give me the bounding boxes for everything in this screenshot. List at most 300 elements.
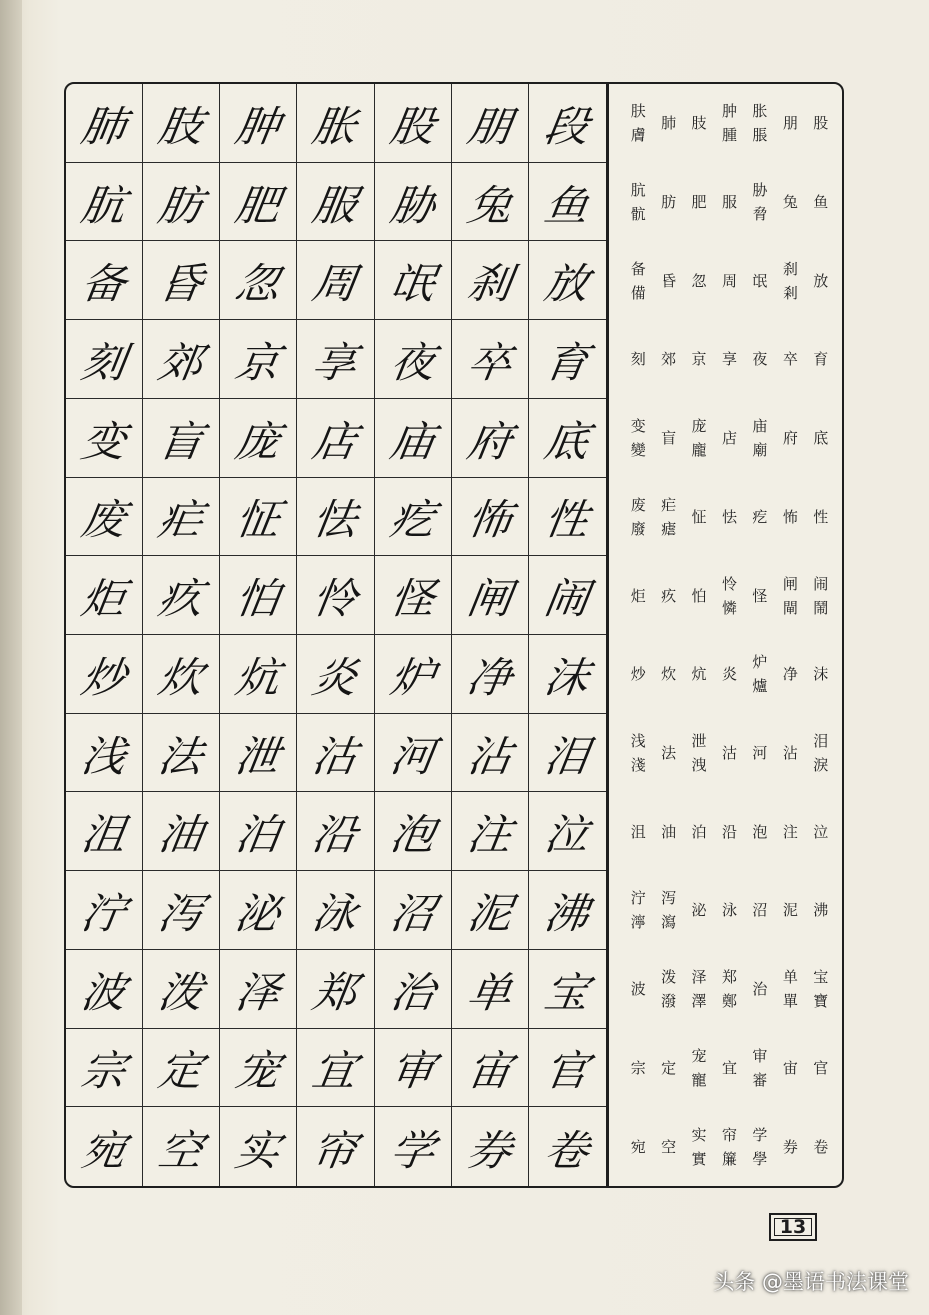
reference-cell <box>745 898 775 922</box>
cursive-cell <box>143 635 220 714</box>
reference-cell <box>653 1135 683 1159</box>
simplified-character: 卷 <box>813 1137 829 1156</box>
reference-cell <box>653 493 683 541</box>
simplified-character: 河 <box>752 744 768 763</box>
reference-cell <box>684 965 714 1013</box>
cursive-glyph: 肮 <box>78 181 129 231</box>
simplified-character: 忽 <box>691 271 707 290</box>
cursive-cell <box>66 1029 143 1108</box>
cursive-glyph: 宙 <box>463 1047 515 1096</box>
reference-cell <box>623 886 653 934</box>
cursive-glyph: 炒 <box>78 653 129 703</box>
cursive-cell <box>529 556 606 635</box>
cursive-glyph: 沮 <box>78 811 129 860</box>
simplified-character: 怪 <box>752 586 768 605</box>
simplified-character: 空 <box>661 1137 677 1156</box>
cursive-cell <box>452 714 529 793</box>
reference-cell <box>775 741 805 765</box>
reference-cell <box>775 111 805 135</box>
simplified-character: 油 <box>661 822 677 841</box>
cursive-cell <box>143 163 220 242</box>
cursive-cell <box>297 84 374 163</box>
reference-cell <box>714 426 744 450</box>
cursive-cell <box>529 478 606 557</box>
cursive-glyph: 法 <box>155 732 207 782</box>
cursive-cell <box>143 1107 220 1186</box>
reference-cell <box>653 111 683 135</box>
cursive-glyph: 郊 <box>155 339 207 388</box>
simplified-character: 肥 <box>691 193 707 212</box>
reference-cell <box>714 1056 744 1080</box>
reference-cell <box>714 347 744 371</box>
simplified-character: 泪 <box>813 732 829 751</box>
reference-cell <box>745 414 775 462</box>
cursive-cell <box>375 950 452 1029</box>
reference-cell <box>623 977 653 1001</box>
cursive-glyph: 沸 <box>541 890 593 939</box>
reference-cell <box>714 965 744 1013</box>
reference-cell <box>775 426 805 450</box>
simplified-character: 沽 <box>721 744 737 763</box>
reference-cell <box>714 1123 744 1171</box>
simplified-character: 享 <box>721 350 737 369</box>
cursive-cell <box>452 635 529 714</box>
reference-cell <box>684 662 714 686</box>
simplified-character: 沼 <box>752 901 768 920</box>
reference-cell <box>745 820 775 844</box>
traditional-character: 龐 <box>691 441 707 460</box>
cursive-cell <box>143 320 220 399</box>
traditional-character: 憐 <box>721 598 737 617</box>
simplified-character: 炕 <box>691 665 707 684</box>
simplified-character: 服 <box>721 193 737 212</box>
simplified-character: 疙 <box>752 507 768 526</box>
cursive-glyph: 审 <box>386 1047 438 1096</box>
simplified-character: 波 <box>630 980 646 999</box>
reference-cell <box>806 572 836 620</box>
traditional-character: 腫 <box>721 126 737 145</box>
reference-cell <box>684 584 714 608</box>
cursive-glyph: 备 <box>78 260 129 309</box>
simplified-character: 宠 <box>691 1046 707 1065</box>
simplified-character: 庞 <box>691 417 707 436</box>
cursive-cell <box>452 399 529 478</box>
simplified-character: 炬 <box>630 586 646 605</box>
cursive-glyph: 空 <box>155 1126 207 1176</box>
cursive-cell <box>375 320 452 399</box>
simplified-character: 郑 <box>721 968 737 987</box>
simplified-character: 注 <box>782 822 798 841</box>
cursive-cell <box>297 163 374 242</box>
cursive-glyph: 泪 <box>541 732 593 782</box>
cursive-cell <box>375 1107 452 1186</box>
reference-cell <box>623 257 653 305</box>
cursive-cell <box>529 635 606 714</box>
cursive-cell <box>529 84 606 163</box>
book-spine-shadow <box>0 0 22 1315</box>
cursive-cell <box>529 871 606 950</box>
page-number-text: 13 <box>779 1216 807 1238</box>
simplified-character: 审 <box>752 1046 768 1065</box>
reference-row <box>609 163 842 242</box>
reference-cell <box>775 898 805 922</box>
cursive-cell <box>529 1029 606 1108</box>
reference-cell <box>684 729 714 777</box>
cursive-glyph: 怜 <box>309 575 361 624</box>
cursive-cell <box>452 950 529 1029</box>
cursive-glyph: 泽 <box>232 968 284 1018</box>
cursive-cell <box>66 163 143 242</box>
page-number <box>769 1213 817 1241</box>
cursive-glyph: 沫 <box>541 653 593 703</box>
cursive-glyph: 河 <box>386 732 438 782</box>
traditional-character: 淚 <box>813 756 829 775</box>
simplified-character: 胁 <box>752 181 768 200</box>
reference-cell <box>745 347 775 371</box>
traditional-character: 簾 <box>721 1149 737 1168</box>
practice-sheet-frame <box>64 82 844 1188</box>
cursive-cell <box>375 163 452 242</box>
cursive-glyph: 单 <box>463 968 515 1018</box>
simplified-character: 盲 <box>661 429 677 448</box>
cursive-cell <box>375 792 452 871</box>
simplified-character: 沸 <box>813 901 829 920</box>
simplified-character: 法 <box>661 744 677 763</box>
cursive-cell <box>375 478 452 557</box>
watermark: 头条 @墨语书法课堂 <box>713 1270 909 1294</box>
cursive-glyph: 定 <box>155 1047 207 1096</box>
simplified-character: 朋 <box>782 114 798 133</box>
reference-cell <box>775 257 805 305</box>
reference-cell <box>775 190 805 214</box>
reference-row <box>609 320 842 399</box>
cursive-cell <box>375 556 452 635</box>
cursive-cell <box>66 320 143 399</box>
simplified-character: 定 <box>661 1058 677 1077</box>
reference-cell <box>623 820 653 844</box>
reference-cell <box>806 426 836 450</box>
simplified-character: 浅 <box>630 732 646 751</box>
cursive-glyph: 官 <box>541 1047 593 1096</box>
cursive-glyph: 宗 <box>78 1047 129 1096</box>
simplified-character: 夜 <box>752 350 768 369</box>
cursive-cell <box>375 241 452 320</box>
reference-row <box>609 635 842 714</box>
cursive-glyph: 刹 <box>463 260 515 309</box>
cursive-glyph: 怯 <box>309 496 361 545</box>
reference-cell <box>653 1056 683 1080</box>
cursive-glyph: 净 <box>463 653 515 703</box>
reference-cell <box>623 584 653 608</box>
simplified-character: 肿 <box>721 102 737 121</box>
cursive-cell <box>375 399 452 478</box>
cursive-glyph: 宠 <box>232 1047 284 1096</box>
cursive-glyph: 波 <box>78 968 129 1018</box>
cursive-glyph: 沿 <box>309 811 361 860</box>
cursive-cell <box>529 320 606 399</box>
reference-row <box>609 792 842 871</box>
reference-cell <box>745 977 775 1001</box>
simplified-character: 宗 <box>630 1058 646 1077</box>
reference-cell <box>775 1056 805 1080</box>
cursive-cell <box>66 478 143 557</box>
cursive-glyph: 店 <box>309 417 361 467</box>
simplified-character: 店 <box>721 429 737 448</box>
cursive-cell <box>66 84 143 163</box>
cursive-glyph: 怖 <box>463 496 515 545</box>
reference-cell <box>623 347 653 371</box>
simplified-character: 泼 <box>661 968 677 987</box>
cursive-cell <box>220 399 297 478</box>
cursive-glyph: 油 <box>155 811 207 860</box>
cursive-cell <box>66 871 143 950</box>
simplified-character: 闹 <box>813 574 829 593</box>
cursive-cell <box>143 1029 220 1108</box>
simplified-character: 怯 <box>721 507 737 526</box>
cursive-glyph: 帘 <box>309 1126 361 1176</box>
cursive-glyph: 注 <box>463 811 515 860</box>
reference-cell <box>745 99 775 147</box>
cursive-cell <box>66 1107 143 1186</box>
cursive-glyph: 怕 <box>232 575 284 624</box>
cursive-cell <box>220 792 297 871</box>
cursive-glyph: 浅 <box>78 732 129 782</box>
traditional-character: 爐 <box>752 677 768 696</box>
simplified-character: 沿 <box>721 822 737 841</box>
cursive-cell <box>220 241 297 320</box>
cursive-glyph: 鱼 <box>541 181 593 231</box>
cursive-cell <box>529 163 606 242</box>
reference-cell <box>653 426 683 450</box>
cursive-glyph: 炎 <box>309 653 361 703</box>
simplified-character: 疚 <box>661 586 677 605</box>
cursive-cell <box>143 871 220 950</box>
reference-cell <box>653 965 683 1013</box>
cursive-cell <box>375 714 452 793</box>
reference-cell <box>775 505 805 529</box>
cursive-glyph: 怪 <box>386 575 438 624</box>
cursive-cell <box>143 556 220 635</box>
cursive-glyph: 泊 <box>232 811 284 860</box>
simplified-character: 泡 <box>752 822 768 841</box>
reference-row <box>609 241 842 320</box>
simplified-character: 刻 <box>630 350 646 369</box>
cursive-cell <box>143 84 220 163</box>
cursive-cell <box>529 399 606 478</box>
cursive-glyph: 忽 <box>232 260 284 309</box>
reference-cell <box>653 820 683 844</box>
cursive-glyph: 沾 <box>463 732 515 782</box>
cursive-character-grid <box>66 84 609 1186</box>
traditional-character: 濘 <box>630 913 646 932</box>
reference-cell <box>745 269 775 293</box>
cursive-glyph: 夜 <box>386 339 438 388</box>
reference-cell <box>623 99 653 147</box>
cursive-glyph: 段 <box>541 102 593 152</box>
cursive-glyph: 朋 <box>463 102 515 152</box>
reference-cell <box>714 572 744 620</box>
cursive-glyph: 刻 <box>78 339 129 388</box>
cursive-cell <box>143 792 220 871</box>
reference-cell <box>806 269 836 293</box>
cursive-cell <box>220 950 297 1029</box>
reference-cell <box>684 898 714 922</box>
cursive-cell <box>220 478 297 557</box>
traditional-character: 寶 <box>813 992 829 1011</box>
cursive-cell <box>143 399 220 478</box>
cursive-glyph: 肺 <box>78 102 129 152</box>
traditional-character: 學 <box>752 1149 768 1168</box>
reference-cell <box>714 505 744 529</box>
simplified-character: 肢 <box>691 114 707 133</box>
simplified-character: 沮 <box>630 822 646 841</box>
reference-cell <box>684 820 714 844</box>
simplified-character: 学 <box>752 1125 768 1144</box>
traditional-character: 洩 <box>691 756 707 775</box>
reference-cell <box>623 1135 653 1159</box>
reference-cell <box>806 965 836 1013</box>
reference-cell <box>745 178 775 226</box>
cursive-glyph: 变 <box>78 417 129 467</box>
cursive-cell <box>297 1029 374 1108</box>
reference-row <box>609 84 842 163</box>
cursive-cell <box>220 320 297 399</box>
cursive-cell <box>66 950 143 1029</box>
cursive-glyph: 肿 <box>232 102 284 152</box>
simplified-character: 刹 <box>782 259 798 278</box>
simplified-character: 肮 <box>630 181 646 200</box>
cursive-glyph: 胁 <box>386 181 438 231</box>
reference-cell <box>684 1123 714 1171</box>
simplified-character: 兔 <box>782 193 798 212</box>
reference-cell <box>806 111 836 135</box>
simplified-character: 炊 <box>661 665 677 684</box>
reference-cell <box>806 820 836 844</box>
cursive-glyph: 闸 <box>463 575 515 624</box>
reference-cell <box>775 1135 805 1159</box>
cursive-glyph: 泳 <box>309 890 361 939</box>
cursive-glyph: 疟 <box>155 496 207 545</box>
simplified-character: 怖 <box>782 507 798 526</box>
simplified-character: 炒 <box>630 665 646 684</box>
simplified-character: 京 <box>691 350 707 369</box>
cursive-cell <box>297 556 374 635</box>
cursive-glyph: 郑 <box>309 968 361 1018</box>
simplified-character: 郊 <box>661 350 677 369</box>
simplified-character: 泞 <box>630 889 646 908</box>
simplified-character: 变 <box>630 417 646 436</box>
cursive-glyph: 育 <box>541 339 593 388</box>
cursive-glyph: 底 <box>541 417 593 467</box>
reference-cell <box>775 572 805 620</box>
traditional-character: 潑 <box>661 992 677 1011</box>
traditional-character: 審 <box>752 1070 768 1089</box>
simplified-character: 育 <box>813 350 829 369</box>
reference-cell <box>623 1056 653 1080</box>
cursive-glyph: 股 <box>386 102 438 152</box>
reference-cell <box>714 99 744 147</box>
cursive-glyph: 泌 <box>232 890 284 939</box>
simplified-character: 底 <box>813 429 829 448</box>
cursive-cell <box>452 1107 529 1186</box>
simplified-character: 泽 <box>691 968 707 987</box>
simplified-character: 券 <box>782 1137 798 1156</box>
simplified-character: 疟 <box>661 495 677 514</box>
traditional-character: 變 <box>630 441 646 460</box>
cursive-cell <box>220 556 297 635</box>
cursive-cell <box>529 714 606 793</box>
simplified-character: 股 <box>813 114 829 133</box>
cursive-glyph: 享 <box>309 339 361 388</box>
cursive-glyph: 沽 <box>309 732 361 782</box>
cursive-cell <box>452 320 529 399</box>
cursive-glyph: 怔 <box>232 496 284 545</box>
reference-row <box>609 399 842 478</box>
cursive-cell <box>452 792 529 871</box>
cursive-cell <box>220 163 297 242</box>
traditional-character: 備 <box>630 283 646 302</box>
cursive-cell <box>297 478 374 557</box>
cursive-cell <box>297 320 374 399</box>
simplified-character: 宙 <box>782 1058 798 1077</box>
cursive-cell <box>143 241 220 320</box>
cursive-glyph: 实 <box>232 1126 284 1176</box>
cursive-cell <box>529 950 606 1029</box>
simplified-character: 鱼 <box>813 193 829 212</box>
reference-cell <box>684 1044 714 1092</box>
cursive-cell <box>529 792 606 871</box>
cursive-cell <box>143 714 220 793</box>
cursive-cell <box>66 399 143 478</box>
reference-cell <box>745 505 775 529</box>
cursive-glyph: 宛 <box>78 1126 129 1176</box>
cursive-cell <box>375 1029 452 1108</box>
cursive-cell <box>220 871 297 950</box>
traditional-character: 廢 <box>630 519 646 538</box>
traditional-character: 瀉 <box>661 913 677 932</box>
simplified-character: 净 <box>782 665 798 684</box>
simplified-character: 沫 <box>813 665 829 684</box>
simplified-character: 周 <box>721 271 737 290</box>
cursive-cell <box>452 84 529 163</box>
simplified-character: 卒 <box>782 350 798 369</box>
cursive-cell <box>452 871 529 950</box>
cursive-cell <box>529 1107 606 1186</box>
simplified-character: 怕 <box>691 586 707 605</box>
simplified-character: 昏 <box>661 271 677 290</box>
simplified-character: 泣 <box>813 822 829 841</box>
reference-cell <box>806 898 836 922</box>
reference-cell <box>684 269 714 293</box>
cursive-glyph: 卒 <box>463 339 515 388</box>
simplified-character: 性 <box>813 507 829 526</box>
simplified-character: 怜 <box>721 574 737 593</box>
reference-cell <box>775 662 805 686</box>
simplified-character: 废 <box>630 495 646 514</box>
simplified-character: 宝 <box>813 968 829 987</box>
cursive-glyph: 放 <box>541 260 593 309</box>
reference-cell <box>623 178 653 226</box>
cursive-glyph: 庞 <box>232 417 284 467</box>
cursive-cell <box>66 635 143 714</box>
cursive-cell <box>452 478 529 557</box>
reference-cell <box>806 729 836 777</box>
reference-cell <box>745 1123 775 1171</box>
traditional-character: 實 <box>691 1149 707 1168</box>
cursive-glyph: 宝 <box>541 968 593 1018</box>
simplified-character: 肪 <box>661 193 677 212</box>
simplified-character: 泊 <box>691 822 707 841</box>
